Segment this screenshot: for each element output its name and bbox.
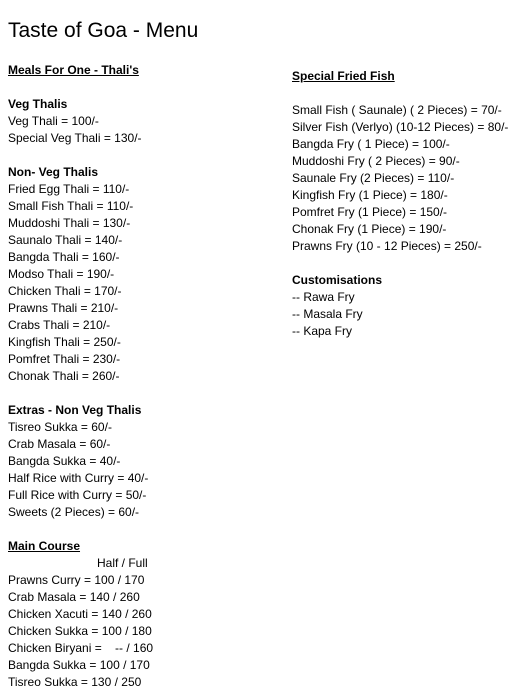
menu-item: Chicken Sukka = 100 / 180 xyxy=(8,624,152,638)
menu-item: Pomfret Thali = 230/- xyxy=(8,352,121,366)
menu-item: Bangda Sukka = 100 / 170 xyxy=(8,658,150,672)
menu-item: Full Rice with Curry = 50/- xyxy=(8,488,147,502)
menu-item: Muddoshi Fry ( 2 Pieces) = 90/- xyxy=(292,154,460,168)
menu-item: Chicken Thali = 170/- xyxy=(8,284,122,298)
menu-item: Silver Fish (Verlyo) (10-12 Pieces) = 80/- xyxy=(292,120,509,134)
menu-item: Sweets (2 Pieces) = 60/- xyxy=(8,505,140,519)
menu-item: Modso Thali = 190/- xyxy=(8,267,115,281)
menu-item: Bangda Sukka = 40/- xyxy=(8,454,121,468)
menu-item: Pomfret Fry (1 Piece) = 150/- xyxy=(292,205,448,219)
spacer xyxy=(292,255,520,272)
spacer xyxy=(8,385,278,402)
heading-customisations: Customisations xyxy=(292,273,383,287)
menu-item: Crabs Thali = 210/- xyxy=(8,318,111,332)
spacer xyxy=(8,79,278,96)
menu-item: Veg Thali = 100/- xyxy=(8,114,99,128)
heading-main-course: Main Course xyxy=(8,539,81,553)
menu-item: Bangda Thali = 160/- xyxy=(8,250,120,264)
heading-extras: Extras - Non Veg Thalis xyxy=(8,403,142,417)
menu-item: Kingfish Thali = 250/- xyxy=(8,335,121,349)
menu-item: Chicken Xacuti = 140 / 260 xyxy=(8,607,152,621)
menu-item: -- Kapa Fry xyxy=(292,324,353,338)
menu-item: Prawns Thali = 210/- xyxy=(8,301,119,315)
menu-item: Muddoshi Thali = 130/- xyxy=(8,216,131,230)
menu-item: Saunale Fry (2 Pieces) = 110/- xyxy=(292,171,455,185)
menu-item: Bangda Fry ( 1 Piece) = 100/- xyxy=(292,137,450,151)
menu-item: -- Rawa Fry xyxy=(292,290,355,304)
menu-item: Chonak Thali = 260/- xyxy=(8,369,120,383)
menu-item: Half Rice with Curry = 40/- xyxy=(8,471,149,485)
menu-item: Small Fish ( Saunale) ( 2 Pieces) = 70/- xyxy=(292,103,502,117)
spacer xyxy=(292,85,520,102)
menu-item: Prawns Fry (10 - 12 Pieces) = 250/- xyxy=(292,239,482,253)
spacer xyxy=(8,147,278,164)
left-column xyxy=(8,62,278,691)
section-title-meals-for-one: Meals For One - Thali's xyxy=(8,63,139,77)
menu-item: Kingfish Fry (1 Piece) = 180/- xyxy=(292,188,448,202)
menu-item: Tisreo Sukka = 60/- xyxy=(8,420,112,434)
heading-special-fried-fish: Special Fried Fish xyxy=(292,69,395,83)
menu-item: Special Veg Thali = 130/- xyxy=(8,131,142,145)
page-title: Taste of Goa - Menu xyxy=(8,19,199,42)
menu-item: Saunalo Thali = 140/- xyxy=(8,233,123,247)
menu-item: -- Masala Fry xyxy=(292,307,363,321)
menu-item: Small Fish Thali = 110/- xyxy=(8,199,134,213)
menu-item: Chonak Fry (1 Piece) = 190/- xyxy=(292,222,447,236)
menu-item: Prawns Curry = 100 / 170 xyxy=(8,573,145,587)
menu-item: Fried Egg Thali = 110/- xyxy=(8,182,130,196)
heading-non-veg-thalis: Non- Veg Thalis xyxy=(8,165,99,179)
menu-item: Chicken Biryani = -- / 160 xyxy=(8,641,154,655)
heading-veg-thalis: Veg Thalis xyxy=(8,97,68,111)
menu-item: Crab Masala = 60/- xyxy=(8,437,111,451)
right-column xyxy=(292,68,520,340)
half-full-header: Half / Full xyxy=(97,556,148,570)
spacer xyxy=(8,521,278,538)
menu-item: Tisreo Sukka = 130 / 250 xyxy=(8,675,142,689)
menu-item: Crab Masala = 140 / 260 xyxy=(8,590,140,604)
